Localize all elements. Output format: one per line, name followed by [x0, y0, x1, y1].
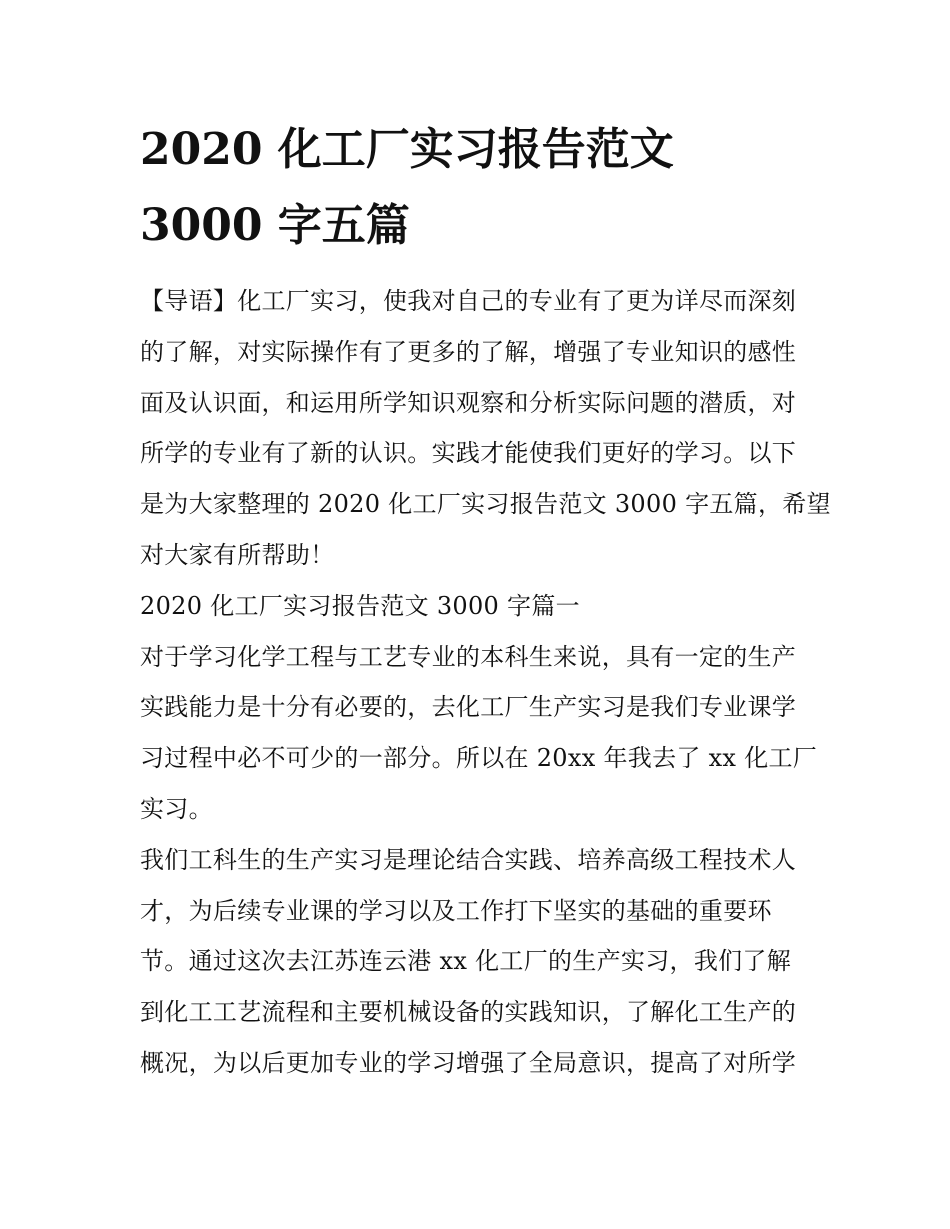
- body-line: 对大家有所帮助！: [140, 540, 335, 569]
- body-line: 概况，为以后更加专业的学习增强了全局意识，提高了对所学: [140, 1048, 797, 1077]
- body-line: 的了解，对实际操作有了更多的了解，增强了专业知识的感性: [140, 337, 797, 366]
- body-line: 才，为后续专业课的学习以及工作打下坚实的基础的重要环: [140, 896, 772, 925]
- document-body: [140, 276, 831, 1089]
- body-line: 面及认识面，和运用所学知识观察和分析实际问题的潜质，对: [140, 388, 797, 417]
- body-line: 习过程中必不可少的一部分。所以在 20xx 年我去了 xx 化工厂: [140, 744, 818, 773]
- body-line: 是为大家整理的 2020 化工厂实习报告范文 3000 字五篇，希望: [140, 490, 831, 519]
- body-line: 节。通过这次去江苏连云港 xx 化工厂的生产实习，我们了解: [140, 947, 792, 976]
- body-line: 所学的专业有了新的认识。实践才能使我们更好的学习。以下: [140, 439, 797, 468]
- body-line: 到化工工艺流程和主要机械设备的实践知识，了解化工生产的: [140, 998, 797, 1027]
- section-heading: 2020 化工厂实习报告范文 3000 字篇一: [140, 591, 580, 620]
- title-line: 3000 字五篇: [140, 200, 410, 251]
- body-line: 实习。: [140, 794, 213, 823]
- title-line: 2020 化工厂实习报告范文: [140, 124, 674, 175]
- body-line: 对于学习化学工程与工艺专业的本科生来说，具有一定的生产: [140, 642, 797, 671]
- body-line: 【导语】化工厂实习，使我对自己的专业有了更为详尽而深刻: [140, 287, 797, 315]
- body-line: 我们工科生的生产实习是理论结合实践、培养高级工程技术人: [140, 845, 797, 874]
- document-title: [140, 112, 820, 264]
- body-line: 实践能力是十分有必要的，去化工厂生产实习是我们专业课学: [140, 693, 797, 722]
